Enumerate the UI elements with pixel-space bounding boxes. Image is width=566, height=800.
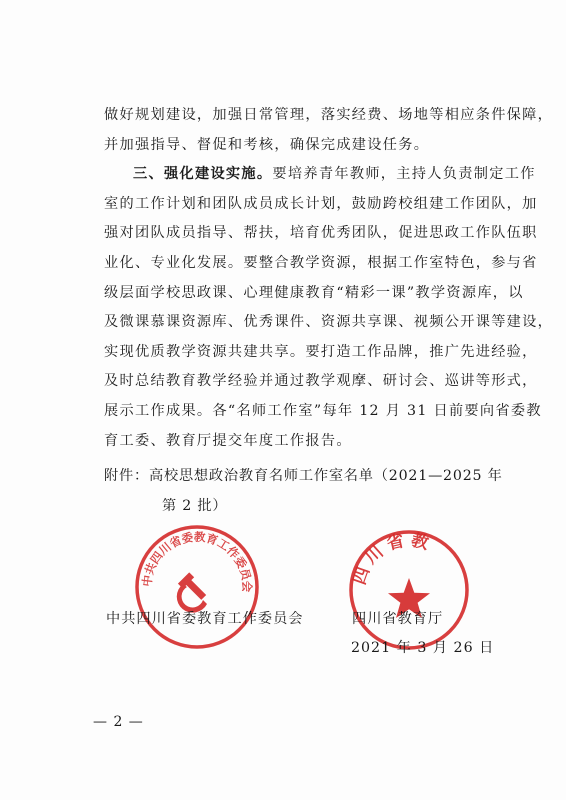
attachment-line-1: 附件：高校思想政治教育名师工作室名单（2021—2025 年 [104, 468, 503, 484]
seal-graphic [132, 522, 262, 652]
seal-right-text: 四川省教 [349, 530, 436, 588]
seal-graphic [347, 528, 471, 652]
body-line: 及时总结教育教学经验并通过教学观摩、研讨会、巡讲等形式， [104, 373, 538, 390]
party-committee-seal [132, 522, 262, 652]
attachment-line-2: 第 2 批） [162, 497, 228, 514]
section-3-text: 要培养青年教师，主持人负责制定工作 [272, 166, 536, 183]
body-line: 展示工作成果。各“名师工作室”每年 12 月 31 日前要向省委教 [104, 402, 542, 419]
body-line: 强对团队成员指导、帮扶，培育优秀团队，促进思政工作队伍职 [104, 225, 538, 242]
attachment-note [104, 462, 514, 521]
hammer-sickle-icon [177, 572, 207, 612]
body-text [104, 101, 554, 456]
body-line: 室的工作计划和团队成员成长计划，鼓励跨校组建工作团队，加 [104, 195, 538, 212]
svg-text:中共四川省委教育工作委员会 [140, 530, 254, 593]
signature-party-committee: 中共四川省委教育工作委员会 [106, 611, 304, 627]
body-line: 业化、专业化发展。要整合教学资源，根据工作室特色，参与省 [104, 254, 538, 271]
body-line: 育工委、教育厅提交年度工作报告。 [104, 432, 352, 449]
body-line: 并加强指导、督促和考核，确保完成建设任务。 [104, 136, 430, 153]
svg-text:四川省教 [350, 529, 436, 587]
body-line: 级层面学校思政课、心理健康教育“精彩一课”教学资源库，以 [104, 284, 524, 301]
body-line: 做好规划建设，加强日常管理，落实经费、场地等相应条件保障， [104, 107, 554, 123]
seal-left-text: 中共四川省委教育工作委员会 [139, 529, 255, 593]
body-line: 及微课慕课资源库、优秀课件、资源共享课、视频公开课等建设， [104, 314, 554, 331]
document-date: 2021 年 3 月 26 日 [351, 640, 495, 656]
signature-education-department: 四川省教育厅 [352, 611, 444, 627]
section-3-heading: 三、强化建设实施。 [133, 166, 273, 183]
section-3-first-line [104, 160, 536, 190]
page-number: — 2 — [93, 714, 144, 730]
education-department-seal [347, 528, 471, 652]
body-line: 实现优质教学资源共建共享。要打造工作品牌，推广先进经验， [104, 343, 538, 360]
